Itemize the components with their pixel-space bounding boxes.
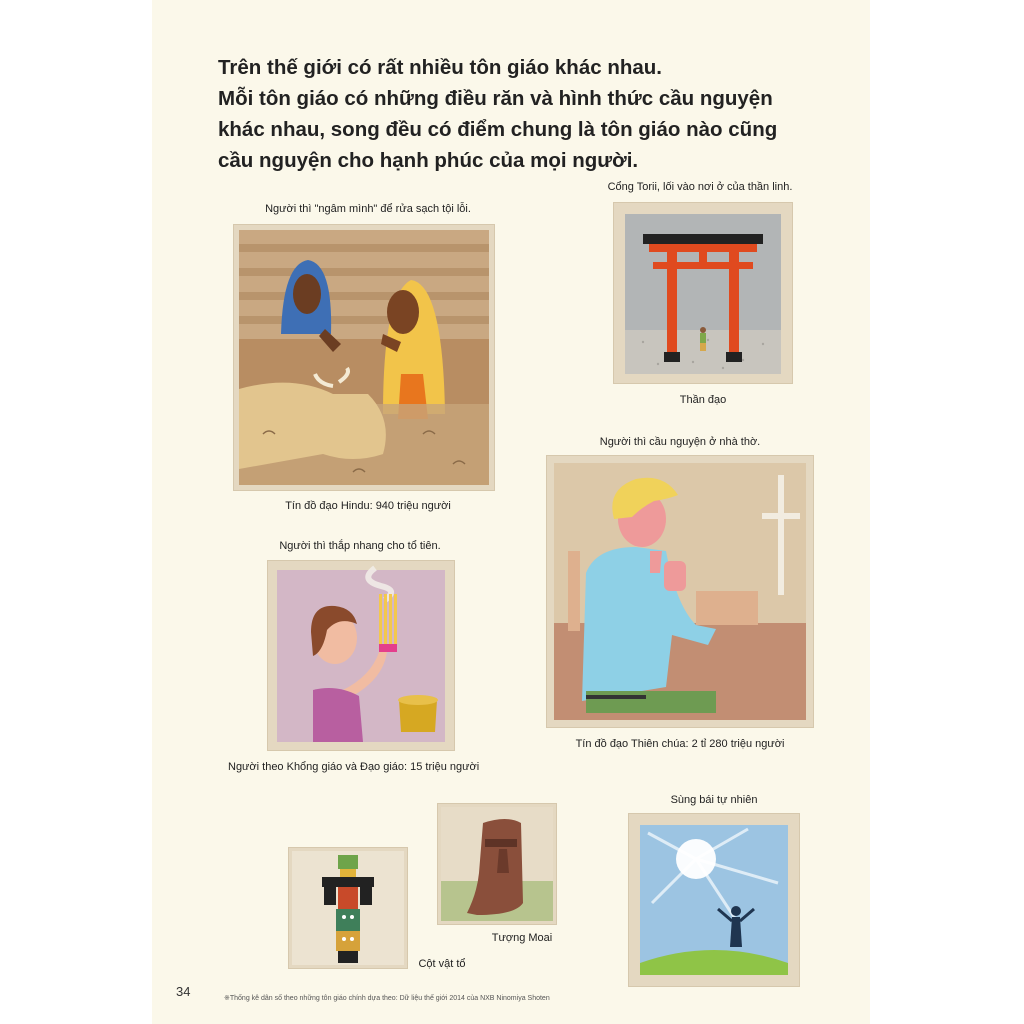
- nature-illustration: [628, 813, 800, 987]
- incense-caption-top: Người thì thắp nhang cho tổ tiên.: [279, 540, 441, 552]
- footnote: ※Thống kê dân số theo những tôn giáo chính dựa theo: Dữ liệu thế giới 2014 của NXB Ninomiya Shoten: [224, 995, 550, 1002]
- moai-illustration: [437, 803, 557, 925]
- church-illustration: [546, 455, 814, 728]
- intro-line: cầu nguyện cho hạnh phúc của mọi người.: [218, 149, 639, 172]
- intro-line: khác nhau, song đều có điểm chung là tôn giáo nào cũng: [218, 118, 778, 141]
- torii-caption-bottom: Thần đạo: [679, 394, 727, 406]
- intro-paragraph: [218, 52, 818, 176]
- hindu-caption-bottom: Tín đồ đạo Hindu: 940 triệu người: [285, 500, 451, 512]
- intro-line: Trên thế giới có rất nhiều tôn giáo khác nhau.: [218, 56, 662, 79]
- hindu-caption-top: Người thì "ngâm mình" để rửa sạch tội lỗi.: [265, 203, 471, 215]
- hindu-illustration: [233, 224, 495, 491]
- intro-line: Mỗi tôn giáo có những điều răn và hình thức cầu nguyện: [218, 87, 773, 110]
- church-caption-bottom: Tín đồ đạo Thiên chúa: 2 tỉ 280 triệu người: [575, 738, 785, 750]
- totem-caption: Cột vật tổ: [418, 958, 466, 970]
- moai-caption: Tượng Moai: [491, 932, 553, 944]
- church-caption-top: Người thì cầu nguyện ở nhà thờ.: [599, 436, 761, 448]
- incense-caption-bottom: Người theo Khổng giáo và Đạo giáo: 15 triệu người: [228, 761, 480, 773]
- incense-illustration: [267, 560, 455, 751]
- nature-caption-top: Sùng bái tự nhiên: [670, 794, 758, 806]
- totem-illustration: [288, 847, 408, 969]
- torii-illustration: [613, 202, 793, 384]
- torii-caption-top: Cổng Torii, lối vào nơi ở của thần linh.: [607, 181, 793, 193]
- page-number: 34: [176, 984, 191, 999]
